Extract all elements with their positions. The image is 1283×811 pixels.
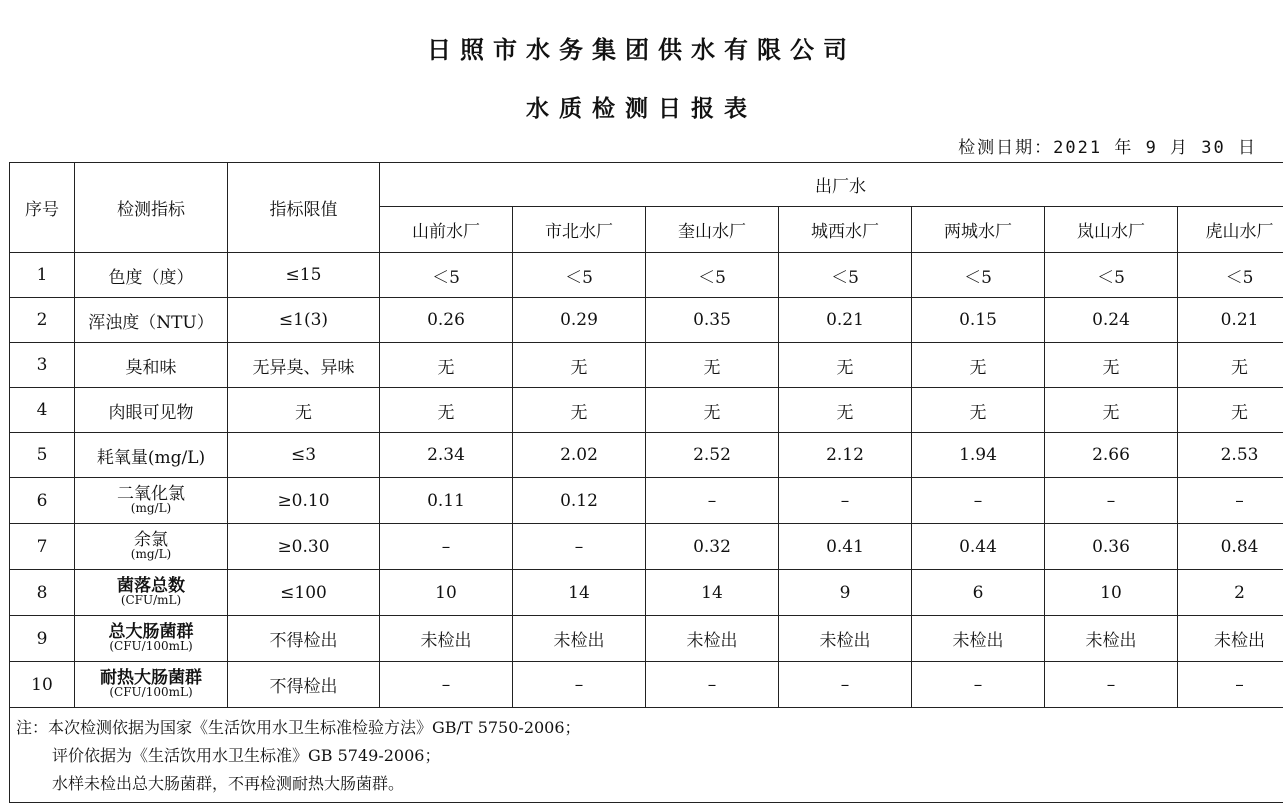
row-value: 0.26 (380, 298, 513, 343)
row-limit: 不得检出 (228, 616, 380, 662)
row-value: 0.35 (646, 298, 779, 343)
row-indicator (75, 662, 228, 708)
row-value: 1.94 (912, 433, 1045, 478)
note-line: 水样未检出总大肠菌群，不再检测耐热大肠菌群。 (52, 774, 405, 793)
header-plant: 虎山水厂 (1178, 207, 1283, 253)
company-title: 日照市水务集团供水有限公司 (427, 36, 856, 64)
row-indicator: 浑浊度（NTU） (75, 298, 228, 343)
row-value: – (513, 524, 646, 570)
row-value: 2.53 (1178, 433, 1283, 478)
row-limit: 无 (228, 388, 380, 433)
row-value: – (646, 478, 779, 524)
indicator-name: 余氯 (134, 529, 168, 550)
table-row (10, 343, 1283, 388)
row-value: 无 (646, 388, 779, 433)
note-line: 注：本次检测依据为国家《生活饮用水卫生标准检验方法》GB/T 5750-2006； (16, 718, 581, 737)
row-seq: 5 (10, 433, 75, 478)
row-value: 无 (912, 388, 1045, 433)
row-value: 无 (1045, 388, 1178, 433)
row-value: ＜5 (380, 253, 513, 298)
row-value: 9 (779, 570, 912, 616)
row-value: 无 (779, 388, 912, 433)
indicator-unit: (CFU/mL) (120, 592, 182, 607)
table-row (10, 298, 1283, 343)
row-value: 无 (779, 343, 912, 388)
row-limit: ≤3 (228, 433, 380, 478)
row-indicator: 臭和味 (75, 343, 228, 388)
indicator-unit: (mg/L) (130, 546, 172, 561)
row-value: 14 (646, 570, 779, 616)
row-seq: 7 (10, 524, 75, 570)
table-row (10, 616, 1283, 662)
row-seq: 8 (10, 570, 75, 616)
row-seq: 3 (10, 343, 75, 388)
row-value: ＜5 (912, 253, 1045, 298)
row-seq: 10 (10, 662, 75, 708)
row-value: 0.41 (779, 524, 912, 570)
header-plant: 奎山水厂 (646, 207, 779, 253)
row-value: 未检出 (513, 616, 646, 662)
header-plant: 两城水厂 (912, 207, 1045, 253)
row-indicator: 肉眼可见物 (75, 388, 228, 433)
indicator-unit: (mg/L) (130, 500, 172, 515)
row-value: 无 (380, 343, 513, 388)
report-title: 水质检测日报表 (526, 96, 757, 122)
row-value: 未检出 (380, 616, 513, 662)
table-row (10, 388, 1283, 433)
row-value: ＜5 (779, 253, 912, 298)
row-value: 0.32 (646, 524, 779, 570)
row-value: 0.84 (1178, 524, 1283, 570)
row-seq: 9 (10, 616, 75, 662)
row-value: – (779, 478, 912, 524)
header-indicator: 检测指标 (75, 163, 228, 253)
row-seq: 4 (10, 388, 75, 433)
row-limit: ≤15 (228, 253, 380, 298)
row-limit: ≤100 (228, 570, 380, 616)
row-value: 0.36 (1045, 524, 1178, 570)
indicator-name: 菌落总数 (117, 575, 185, 596)
table-row (10, 524, 1283, 570)
row-value: 2.12 (779, 433, 912, 478)
row-value: 0.12 (513, 478, 646, 524)
row-value: 2.52 (646, 433, 779, 478)
row-value: – (1178, 662, 1283, 708)
header-seq: 序号 (10, 163, 75, 253)
header-group-outlet-water: 出厂水 (380, 163, 1283, 207)
row-limit: 不得检出 (228, 662, 380, 708)
row-value: 0.24 (1045, 298, 1178, 343)
row-indicator (75, 570, 228, 616)
row-value: 0.29 (513, 298, 646, 343)
row-value: 未检出 (1178, 616, 1283, 662)
row-value: 0.44 (912, 524, 1045, 570)
row-indicator (75, 524, 228, 570)
row-seq: 6 (10, 478, 75, 524)
row-indicator: 耗氧量(mg/L) (75, 433, 228, 478)
header-limit: 指标限值 (228, 163, 380, 253)
row-indicator (75, 616, 228, 662)
row-value: ＜5 (1178, 253, 1283, 298)
row-value: 10 (380, 570, 513, 616)
row-value: 0.15 (912, 298, 1045, 343)
row-value: – (380, 662, 513, 708)
notes-cell (10, 708, 1283, 803)
row-value: 无 (912, 343, 1045, 388)
row-value: 2.34 (380, 433, 513, 478)
row-value: – (1045, 478, 1178, 524)
row-limit: ≥0.30 (228, 524, 380, 570)
row-value: 无 (513, 388, 646, 433)
row-value: 0.21 (1178, 298, 1283, 343)
row-value: 0.11 (380, 478, 513, 524)
indicator-unit: (CFU/100mL) (109, 638, 193, 653)
table-row (10, 253, 1283, 298)
row-value: ＜5 (513, 253, 646, 298)
row-seq: 1 (10, 253, 75, 298)
row-value: 2.02 (513, 433, 646, 478)
table-row (10, 433, 1283, 478)
row-value: 0.21 (779, 298, 912, 343)
row-value: 无 (1045, 343, 1178, 388)
row-value: 无 (646, 343, 779, 388)
row-indicator (75, 478, 228, 524)
row-value: 无 (513, 343, 646, 388)
row-value: 14 (513, 570, 646, 616)
header-plant: 岚山水厂 (1045, 207, 1178, 253)
row-value: 无 (1178, 388, 1283, 433)
row-value: – (912, 478, 1045, 524)
row-value: 未检出 (912, 616, 1045, 662)
row-value: – (513, 662, 646, 708)
row-value: 未检出 (1045, 616, 1178, 662)
row-value: – (1045, 662, 1178, 708)
indicator-name: 总大肠菌群 (108, 621, 194, 642)
header-plant: 市北水厂 (513, 207, 646, 253)
row-limit: 无异臭、异味 (228, 343, 380, 388)
indicator-name: 耐热大肠菌群 (100, 667, 202, 688)
note-line: 评价依据为《生活饮用水卫生标准》GB 5749-2006； (52, 746, 441, 765)
row-value: 无 (380, 388, 513, 433)
row-value: 6 (912, 570, 1045, 616)
row-value: 10 (1045, 570, 1178, 616)
report-date: 检测日期：2021 年 9 月 30 日 (958, 138, 1257, 158)
row-limit: ≤1(3) (228, 298, 380, 343)
row-value: 未检出 (646, 616, 779, 662)
row-value: – (1178, 478, 1283, 524)
table-row (10, 570, 1283, 616)
row-value: 2.66 (1045, 433, 1178, 478)
indicator-name: 二氧化氯 (117, 483, 185, 504)
row-indicator: 色度（度） (75, 253, 228, 298)
row-value: – (779, 662, 912, 708)
row-value: 未检出 (779, 616, 912, 662)
row-value: ＜5 (646, 253, 779, 298)
row-limit: ≥0.10 (228, 478, 380, 524)
table-row (10, 478, 1283, 524)
row-value: – (380, 524, 513, 570)
row-value: ＜5 (1045, 253, 1178, 298)
table-row (10, 662, 1283, 708)
header-plant: 山前水厂 (380, 207, 513, 253)
row-seq: 2 (10, 298, 75, 343)
water-quality-table (9, 162, 1283, 803)
indicator-unit: (CFU/100mL) (109, 684, 193, 699)
header-plant: 城西水厂 (779, 207, 912, 253)
row-value: – (912, 662, 1045, 708)
row-value: 无 (1178, 343, 1283, 388)
row-value: – (646, 662, 779, 708)
row-value: 2 (1178, 570, 1283, 616)
